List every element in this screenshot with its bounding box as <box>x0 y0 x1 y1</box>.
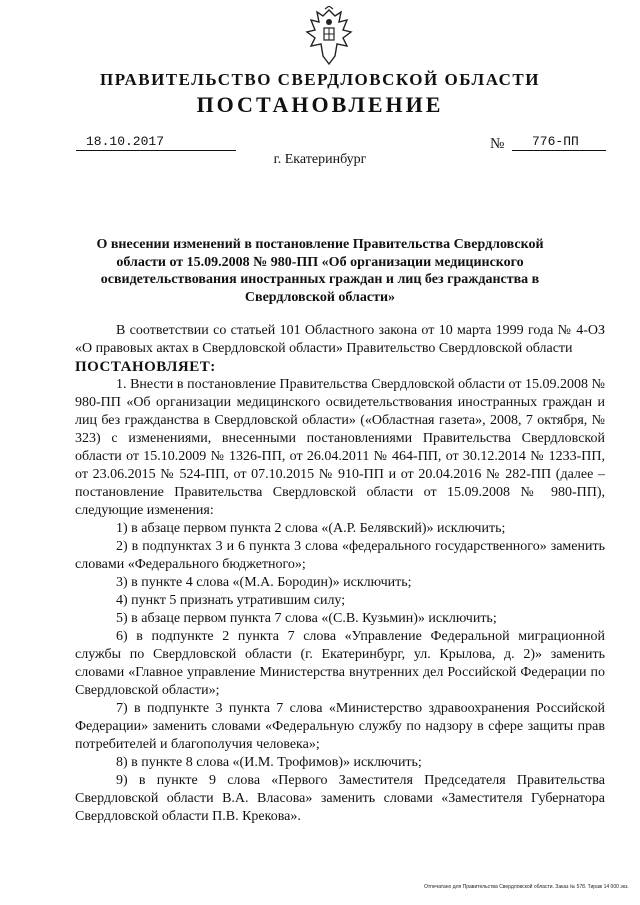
list-item-3: 3) в пункте 4 слова «(М.А. Бородин)» исключить; <box>116 575 412 590</box>
document-type: ПОСТАНОВЛЕНИЕ <box>196 92 444 117</box>
government-name: ПРАВИТЕЛЬСТВО СВЕРДЛОВСКОЙ ОБЛАСТИ <box>100 70 540 89</box>
document-title: О внесении изменений в постановление Правительства Свердловской области от 15.09.2008 № 980-ПП «Об организации медицинского освидетельствования иностранных граждан и лиц без гражданства в Свердловской области» <box>96 237 544 305</box>
list-item-4: 4) пункт 5 признать утратившим силу; <box>116 593 346 608</box>
coat-of-arms-emblem <box>303 6 355 70</box>
document-number: 776-ПП <box>512 134 606 151</box>
preamble: В соответствии со статьей 101 Областного закона от 10 марта 1999 года № 4-ОЗ «О правовых актах в Свердловской области» Правительство Свердловской области <box>75 323 605 356</box>
print-footer: Отпечатано для Правительства Свердловской области. Заказ № 578. Тираж 14 000 экз. <box>424 884 629 890</box>
list-item-5: 5) в абзаце первом пункта 7 слова «(С.В. Кузьмин)» исключить; <box>116 611 497 626</box>
paragraph-1: 1. Внести в постановление Правительства Свердловской области от 15.09.2008 № 980-ПП «Об организации медицинского освидетельствования иностранных граждан и лиц без гражданства в Свердловской области» («Областная газета», 2008, 7 октября, № 323) с изменениями, внесенными постановлениями Правительства Свердловской области от 15.10.2009 № 1326-ПП, от 26.04.2011 № 464-ПП, от 30.12.2014 № 1233-ПП, от 23.06.2015 № 524-ПП, от 07.10.2015 № 910-ПП и от 20.04.2016 № 282-ПП (далее – постановление Правительства Свердловской области от 15.09.2008 № 980-ПП), следующие изменения: <box>75 377 605 518</box>
list-item-6: 6) в подпункте 2 пункта 7 слова «Управление Федеральной миграционной службы по Свердловской области (г. Екатеринбург, ул. Крылова, д. 2)» заменить словами «Главное управление Министерства внутренних дел Российской Федерации по Свердловской области»; <box>75 629 605 698</box>
list-item-7: 7) в подпункте 3 пункта 7 слова «Министерство здравоохранения Российской Федерации» заменить словами «Федеральную службу по надзору в сфере защиты прав потребителей и благополучия человека»; <box>75 701 605 752</box>
resolves-heading: ПОСТАНОВЛЯЕТ: <box>75 359 216 375</box>
list-item-8: 8) в пункте 8 слова «(И.М. Трофимов)» исключить; <box>116 755 422 770</box>
document-date: 18.10.2017 <box>76 134 236 151</box>
list-item-1: 1) в абзаце первом пункта 2 слова «(А.Р. Белявский)» исключить; <box>116 521 506 536</box>
document-body <box>75 322 605 826</box>
list-item-2: 2) в подпунктах 3 и 6 пункта 3 слова «федерального государственного» заменить словами «Федерального бюджетного»; <box>75 539 605 572</box>
number-sign: № <box>490 136 505 152</box>
city-name: г. Екатеринбург <box>273 152 367 167</box>
list-item-9: 9) в пункте 9 слова «Первого Заместителя Председателя Правительства Свердловской области В.А. Власова» заменить словами «Заместителя Губернатора Свердловской области П.В. Крекова». <box>75 773 605 824</box>
